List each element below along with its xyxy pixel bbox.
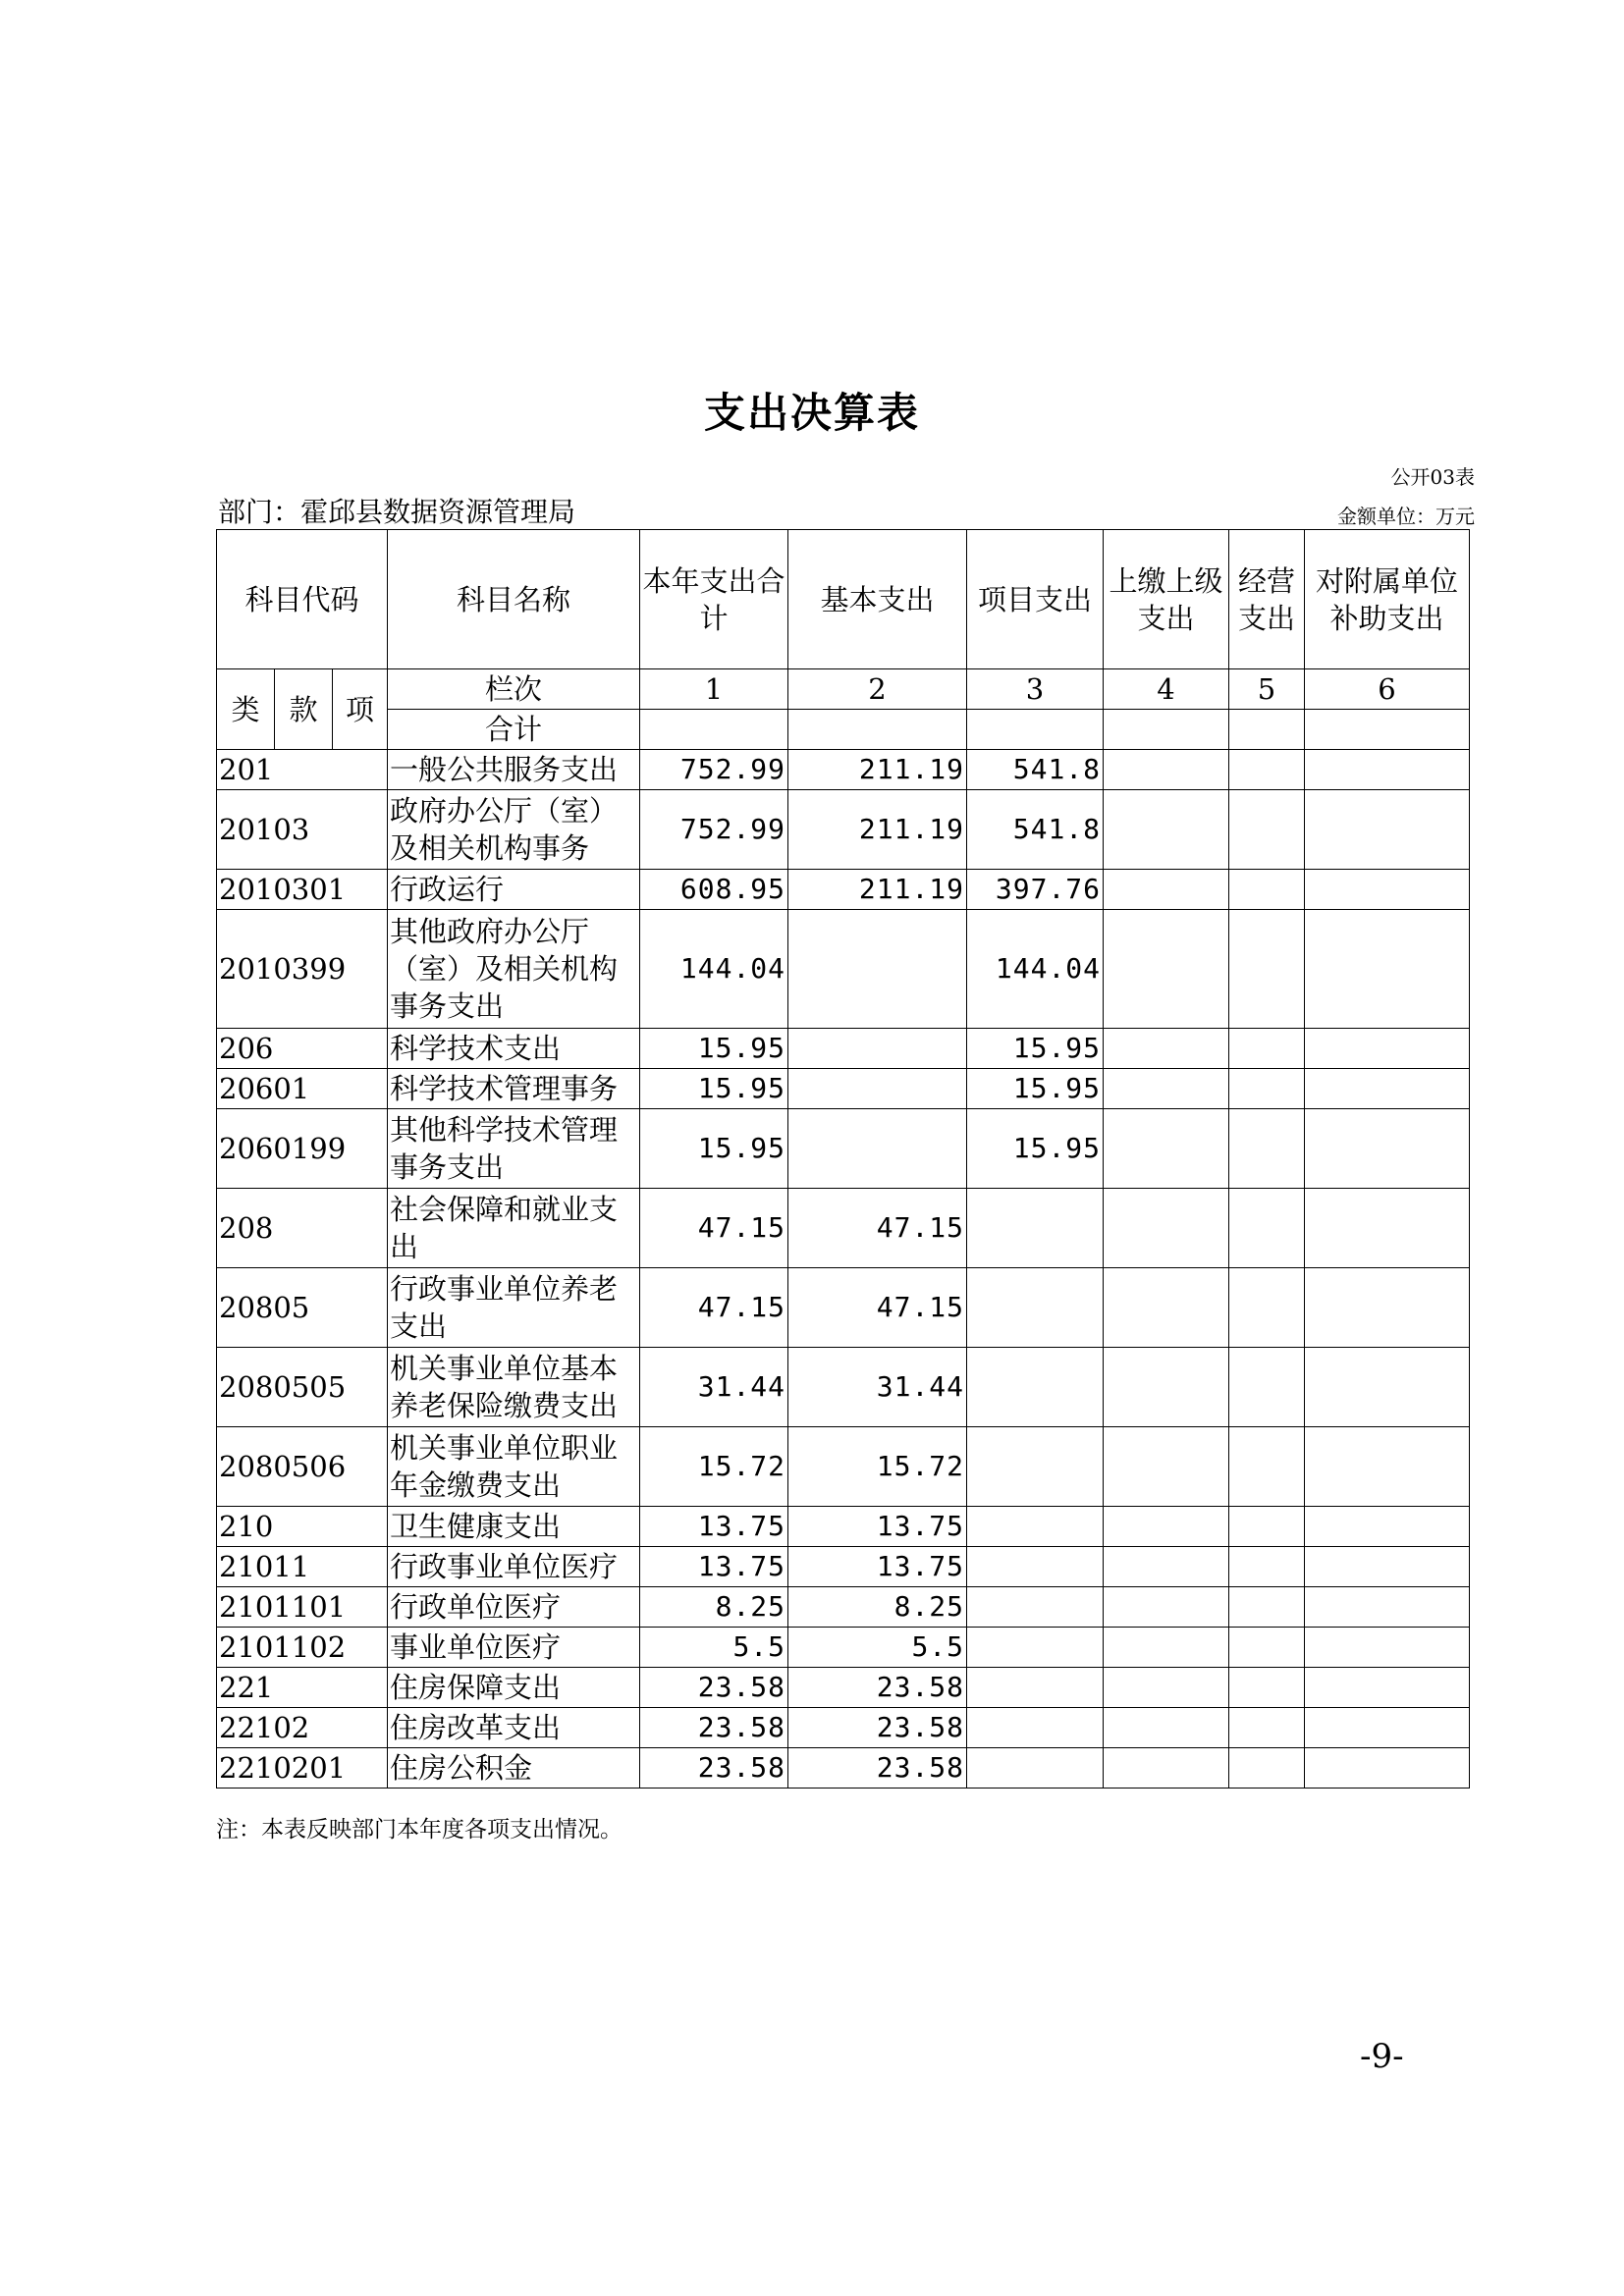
cell-basic: 211.19 — [788, 870, 967, 910]
cell-name: 行政运行 — [388, 870, 640, 910]
cell-upper — [1104, 1587, 1229, 1628]
cell-business — [1229, 870, 1305, 910]
column-number-5: 5 — [1229, 669, 1305, 710]
cell-subsidy — [1305, 910, 1470, 1029]
cell-upper — [1104, 1547, 1229, 1587]
cell-subsidy — [1305, 750, 1470, 790]
cell-code: 201 — [217, 750, 388, 790]
column-number-2: 2 — [788, 669, 967, 710]
cell-project — [967, 1748, 1104, 1789]
header-business: 经营支出 — [1229, 530, 1305, 669]
cell-upper — [1104, 1029, 1229, 1069]
cell-basic: 211.19 — [788, 790, 967, 870]
cell-total: 144.04 — [640, 910, 788, 1029]
total-cell-4 — [1104, 710, 1229, 750]
cell-basic — [788, 1069, 967, 1109]
header-lei: 类 — [217, 669, 275, 750]
cell-name: 机关事业单位职业年金缴费支出 — [388, 1427, 640, 1507]
cell-name: 行政事业单位养老支出 — [388, 1268, 640, 1348]
cell-business — [1229, 1668, 1305, 1708]
cell-total: 23.58 — [640, 1748, 788, 1789]
cell-basic — [788, 1029, 967, 1069]
header-subsidy: 对附属单位补助支出 — [1305, 530, 1470, 669]
cell-name: 社会保障和就业支出 — [388, 1189, 640, 1268]
cell-code: 22102 — [217, 1708, 388, 1748]
cell-project — [967, 1628, 1104, 1668]
amount-unit: 金额单位：万元 — [1337, 505, 1475, 528]
cell-subsidy — [1305, 1628, 1470, 1668]
table-row — [217, 1348, 1470, 1427]
cell-name: 行政单位医疗 — [388, 1587, 640, 1628]
cell-project: 541.8 — [967, 750, 1104, 790]
cell-business — [1229, 1427, 1305, 1507]
cell-basic: 13.75 — [788, 1507, 967, 1547]
table-row — [217, 1628, 1470, 1668]
cell-project: 15.95 — [967, 1029, 1104, 1069]
cell-business — [1229, 1268, 1305, 1348]
header-code: 科目代码 — [217, 530, 388, 669]
cell-total: 13.75 — [640, 1507, 788, 1547]
table-row — [217, 1109, 1470, 1189]
total-cell-1 — [640, 710, 788, 750]
cell-total: 15.95 — [640, 1109, 788, 1189]
cell-subsidy — [1305, 1268, 1470, 1348]
cell-name: 一般公共服务支出 — [388, 750, 640, 790]
cell-business — [1229, 1708, 1305, 1748]
cell-business — [1229, 1748, 1305, 1789]
cell-business — [1229, 910, 1305, 1029]
cell-project — [967, 1427, 1104, 1507]
cell-subsidy — [1305, 870, 1470, 910]
cell-code: 2010399 — [217, 910, 388, 1029]
cell-total: 47.15 — [640, 1189, 788, 1268]
header-upper: 上缴上级支出 — [1104, 530, 1229, 669]
cell-upper — [1104, 750, 1229, 790]
cell-project: 541.8 — [967, 790, 1104, 870]
table-row — [217, 1547, 1470, 1587]
cell-name: 卫生健康支出 — [388, 1507, 640, 1547]
cell-name: 政府办公厅（室）及相关机构事务 — [388, 790, 640, 870]
cell-upper — [1104, 1708, 1229, 1748]
cell-project — [967, 1189, 1104, 1268]
header-kuan: 款 — [275, 669, 333, 750]
cell-total: 15.95 — [640, 1029, 788, 1069]
cell-project — [967, 1708, 1104, 1748]
cell-basic: 15.72 — [788, 1427, 967, 1507]
cell-subsidy — [1305, 1427, 1470, 1507]
cell-code: 20805 — [217, 1268, 388, 1348]
cell-business — [1229, 1587, 1305, 1628]
cell-upper — [1104, 1507, 1229, 1547]
table-row — [217, 1507, 1470, 1547]
cell-subsidy — [1305, 1348, 1470, 1427]
cell-basic — [788, 910, 967, 1029]
cell-name: 机关事业单位基本养老保险缴费支出 — [388, 1348, 640, 1427]
cell-upper — [1104, 790, 1229, 870]
cell-subsidy — [1305, 1708, 1470, 1748]
cell-subsidy — [1305, 790, 1470, 870]
cell-project — [967, 1507, 1104, 1547]
total-cell-2 — [788, 710, 967, 750]
cell-code: 2010301 — [217, 870, 388, 910]
page-number: -9- — [1360, 2037, 1404, 2076]
column-number-3: 3 — [967, 669, 1104, 710]
cell-total: 13.75 — [640, 1547, 788, 1587]
total-cell-3 — [967, 710, 1104, 750]
table-row — [217, 750, 1470, 790]
cell-project — [967, 1348, 1104, 1427]
expenditure-table — [216, 529, 1470, 1789]
cell-project — [967, 1268, 1104, 1348]
cell-code: 206 — [217, 1029, 388, 1069]
cell-basic — [788, 1109, 967, 1189]
table-row — [217, 1708, 1470, 1748]
table-row — [217, 790, 1470, 870]
cell-business — [1229, 1069, 1305, 1109]
cell-upper — [1104, 1748, 1229, 1789]
cell-code: 2210201 — [217, 1748, 388, 1789]
cell-business — [1229, 1189, 1305, 1268]
cell-basic: 5.5 — [788, 1628, 967, 1668]
total-cell-5 — [1229, 710, 1305, 750]
cell-code: 20103 — [217, 790, 388, 870]
cell-basic: 47.15 — [788, 1189, 967, 1268]
cell-code: 2101102 — [217, 1628, 388, 1668]
cell-upper — [1104, 1348, 1229, 1427]
header-project: 项目支出 — [967, 530, 1104, 669]
cell-basic: 23.58 — [788, 1748, 967, 1789]
cell-subsidy — [1305, 1069, 1470, 1109]
table-row — [217, 1748, 1470, 1789]
page-title: 支出决算表 — [703, 389, 920, 437]
cell-basic: 211.19 — [788, 750, 967, 790]
cell-code: 208 — [217, 1189, 388, 1268]
cell-project: 144.04 — [967, 910, 1104, 1029]
cell-total: 752.99 — [640, 790, 788, 870]
cell-upper — [1104, 870, 1229, 910]
cell-code: 2080505 — [217, 1348, 388, 1427]
table-row — [217, 1427, 1470, 1507]
header-total: 本年支出合计 — [640, 530, 788, 669]
department-label: 部门：霍邱县数据资源管理局 — [218, 496, 576, 528]
cell-business — [1229, 1547, 1305, 1587]
cell-total: 8.25 — [640, 1587, 788, 1628]
cell-business — [1229, 1628, 1305, 1668]
cell-project — [967, 1587, 1104, 1628]
total-cell-6 — [1305, 710, 1470, 750]
column-number-row — [217, 669, 1470, 710]
table-row — [217, 1189, 1470, 1268]
table-row — [217, 1268, 1470, 1348]
header-row — [217, 530, 1470, 669]
cell-total: 752.99 — [640, 750, 788, 790]
cell-project — [967, 1547, 1104, 1587]
cell-subsidy — [1305, 1668, 1470, 1708]
cell-project: 15.95 — [967, 1069, 1104, 1109]
table-row — [217, 1069, 1470, 1109]
cell-subsidy — [1305, 1547, 1470, 1587]
cell-name: 住房保障支出 — [388, 1668, 640, 1708]
cell-name: 住房改革支出 — [388, 1708, 640, 1748]
table-row — [217, 870, 1470, 910]
cell-total: 47.15 — [640, 1268, 788, 1348]
cell-total: 15.95 — [640, 1069, 788, 1109]
table-row — [217, 1029, 1470, 1069]
cell-project: 397.76 — [967, 870, 1104, 910]
cell-business — [1229, 1029, 1305, 1069]
cell-code: 221 — [217, 1668, 388, 1708]
cell-total: 23.58 — [640, 1668, 788, 1708]
cell-name: 科学技术支出 — [388, 1029, 640, 1069]
cell-basic: 23.58 — [788, 1668, 967, 1708]
column-number-6: 6 — [1305, 669, 1470, 710]
cell-upper — [1104, 910, 1229, 1029]
cell-name: 住房公积金 — [388, 1748, 640, 1789]
cell-code: 210 — [217, 1507, 388, 1547]
table-note: 注：本表反映部门本年度各项支出情况。 — [216, 1817, 623, 1842]
cell-code: 2060199 — [217, 1109, 388, 1189]
cell-subsidy — [1305, 1748, 1470, 1789]
header-basic: 基本支出 — [788, 530, 967, 669]
cell-total: 31.44 — [640, 1348, 788, 1427]
cell-code: 20601 — [217, 1069, 388, 1109]
cell-code: 21011 — [217, 1547, 388, 1587]
cell-subsidy — [1305, 1189, 1470, 1268]
cell-upper — [1104, 1668, 1229, 1708]
cell-subsidy — [1305, 1109, 1470, 1189]
cell-business — [1229, 750, 1305, 790]
cell-basic: 8.25 — [788, 1587, 967, 1628]
cell-project — [967, 1668, 1104, 1708]
header-lanci: 栏次 — [388, 669, 640, 710]
cell-business — [1229, 1507, 1305, 1547]
cell-code: 2101101 — [217, 1587, 388, 1628]
cell-basic: 31.44 — [788, 1348, 967, 1427]
cell-business — [1229, 1109, 1305, 1189]
total-label: 合计 — [388, 710, 640, 750]
cell-project: 15.95 — [967, 1109, 1104, 1189]
cell-basic: 13.75 — [788, 1547, 967, 1587]
cell-upper — [1104, 1109, 1229, 1189]
cell-name: 行政事业单位医疗 — [388, 1547, 640, 1587]
cell-name: 其他政府办公厅（室）及相关机构事务支出 — [388, 910, 640, 1029]
cell-name: 其他科学技术管理事务支出 — [388, 1109, 640, 1189]
table-row — [217, 1587, 1470, 1628]
cell-subsidy — [1305, 1587, 1470, 1628]
form-number: 公开03表 — [1390, 465, 1475, 489]
cell-upper — [1104, 1427, 1229, 1507]
total-row — [217, 710, 1470, 750]
column-number-4: 4 — [1104, 669, 1229, 710]
cell-total: 5.5 — [640, 1628, 788, 1668]
header-name: 科目名称 — [388, 530, 640, 669]
cell-code: 2080506 — [217, 1427, 388, 1507]
cell-upper — [1104, 1189, 1229, 1268]
cell-total: 23.58 — [640, 1708, 788, 1748]
header-xiang: 项 — [333, 669, 388, 750]
column-number-1: 1 — [640, 669, 788, 710]
cell-subsidy — [1305, 1029, 1470, 1069]
cell-name: 科学技术管理事务 — [388, 1069, 640, 1109]
cell-upper — [1104, 1268, 1229, 1348]
cell-name: 事业单位医疗 — [388, 1628, 640, 1668]
cell-total: 608.95 — [640, 870, 788, 910]
cell-upper — [1104, 1628, 1229, 1668]
cell-subsidy — [1305, 1507, 1470, 1547]
cell-basic: 47.15 — [788, 1268, 967, 1348]
cell-upper — [1104, 1069, 1229, 1109]
table-row — [217, 1668, 1470, 1708]
cell-business — [1229, 1348, 1305, 1427]
table-row — [217, 910, 1470, 1029]
cell-business — [1229, 790, 1305, 870]
cell-total: 15.72 — [640, 1427, 788, 1507]
cell-basic: 23.58 — [788, 1708, 967, 1748]
